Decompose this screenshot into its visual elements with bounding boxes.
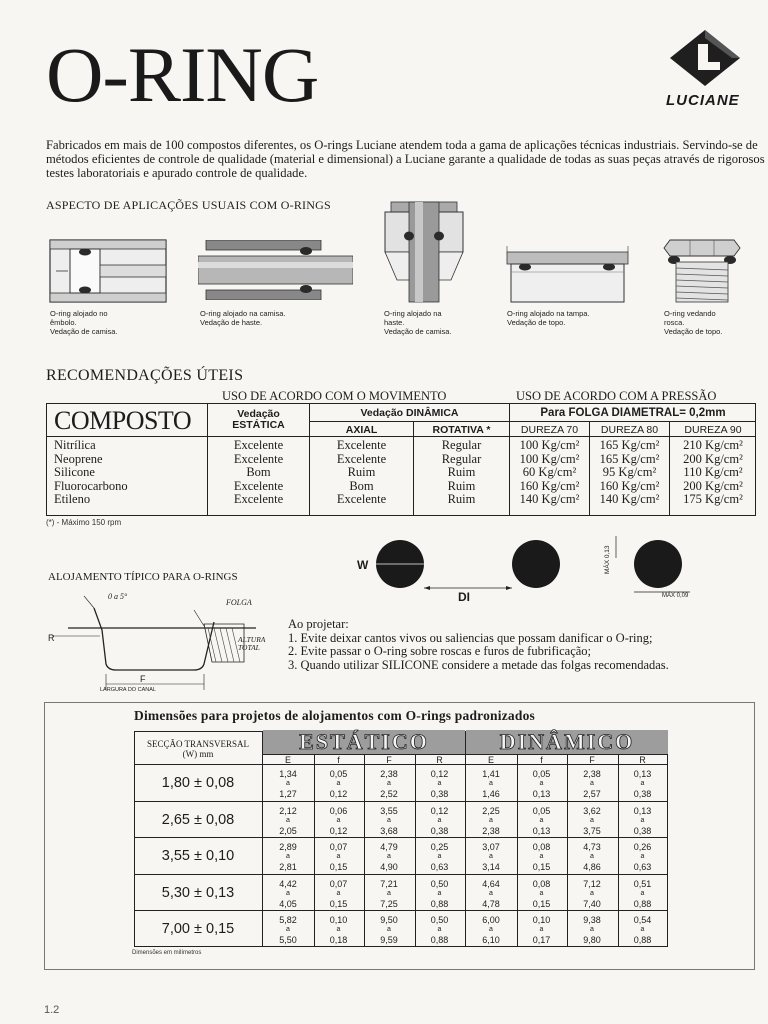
dim-col-header: R [639,755,646,765]
rec-cell-d80: 140 Kg/cm² [599,492,660,507]
static-seal-header: Vedação ESTÁTICA [232,408,285,431]
rec-cell-axial: Bom [349,478,374,493]
dim-value-cell: 6,00 a 6,10 [482,915,500,946]
dim-value-cell: 0,07 a 0,15 [329,878,348,909]
axial-header: AXIAL [345,424,378,436]
dim-value-cell: 9,50 a 9,59 [380,915,398,946]
dim-value-cell: 4,73 a 4,86 [583,842,601,873]
rotation-footnote: (*) - Máximo 150 rpm [46,518,122,527]
section-header: SECÇÃO TRANSVERSAL (W) mm [146,739,250,759]
dim-value-cell: 1,34 a 1,27 [279,769,297,799]
page-title: O-RING [46,31,319,118]
dim-value-cell: 0,12 a 0,38 [430,805,449,836]
dureza-80-header: DUREZA 80 [600,424,659,436]
dim-value-cell: 7,12 a 7,40 [583,878,601,909]
dim-value-cell: 2,12 a 2,05 [279,805,297,836]
dim-col-header: F [386,755,392,765]
dim-value-cell: 0,05 a 0,13 [532,769,551,799]
rod-seal-figure [198,240,353,300]
cap-seal-figure [505,246,630,304]
rec-cell-rotativa: Regular [441,451,482,466]
rec-cell-estatica: Excelente [233,438,284,452]
brand-name: LUCIANE [666,92,740,109]
rec-cell-axial: Excelente [336,492,387,507]
dim-value-cell: 0,06 a 0,12 [329,805,348,836]
r-label: R [48,633,55,643]
rec-cell-d80: 165 Kg/cm² [599,438,660,452]
dim-value-cell: 0,51 a 0,88 [633,878,652,909]
dim-value-cell: 2,38 a 2,57 [583,769,601,799]
dim-row-divider [134,910,668,911]
dureza-90-header: DUREZA 90 [684,424,742,436]
dim-value-cell: 0,10 a 0,17 [532,915,551,946]
dim-value-cell: 0,07 a 0,15 [329,842,348,873]
rec-cell-composto: Fluorocarbono [54,478,128,493]
dim-value-cell: 0,26 a 0,63 [633,842,652,873]
rec-cell-rotativa: Ruim [447,465,476,480]
shaft-seal-figure [383,200,465,305]
rec-cell-d90: 210 Kg/cm² [683,438,743,452]
dim-value-cell: 3,07 a 3,14 [482,842,500,873]
rec-cell-axial: Excelente [336,451,387,466]
thread-seal-figure [662,238,742,304]
angle-label: 0 a 5° [108,592,128,601]
folga-handwritten-label: FOLGA [226,598,252,607]
figure-caption-5: O-ring vedando rosca. Vedação de topo. [664,309,723,336]
dim-value-cell: 0,50 a 0,88 [430,915,449,946]
rec-cell-d70: 60 Kg/cm² [522,465,577,480]
rec-cell-d90: 175 Kg/cm² [683,492,743,507]
rec-cell-d90: 110 Kg/cm² [683,465,743,480]
dim-value-cell: 4,79 a 4,90 [380,842,398,873]
piston-seal-figure [48,238,168,304]
dureza-70-header: DUREZA 70 [520,424,579,436]
rec-cell-axial: Excelente [336,438,387,452]
dim-value-cell: 0,10 a 0,18 [329,915,348,946]
rec-cell-estatica: Excelente [233,478,284,493]
dim-value-cell: 0,13 a 0,38 [633,805,652,836]
intro-paragraph: Fabricados em mais de 100 compostos diferentes, os O-rings Luciane atendem toda a gama de aplicações técnicas industriais. Servindo-se de métodos eficientes de controle de qualidade (material e dimensional) a Luciane garante a qualidade de todas as suas peças através de rigorosos testes laboratoriais e apurado controle de qualidade. [46,138,765,180]
table-subheader-divider [309,421,509,422]
rec-cell-d70: 160 Kg/cm² [519,478,580,493]
recommendations-heading: RECOMENDAÇÕES ÚTEIS [46,367,244,384]
dim-value-cell: 3,55 a 3,68 [380,805,398,836]
figure-caption-3: O-ring alojado na haste. Vedação de camisa. [384,309,452,336]
dim-value-cell: 0,08 a 0,15 [532,842,551,873]
rec-cell-estatica: Excelente [233,451,284,466]
rec-cell-rotativa: Ruim [447,478,476,493]
rec-cell-d70: 140 Kg/cm² [519,492,580,507]
dim-value-cell: 2,89 a 2,81 [279,842,297,873]
rec-cell-rotativa: Ruim [447,492,476,507]
rec-cell-rotativa: Regular [441,438,482,452]
largura-label: LARGURA DO CANAL [100,687,156,693]
section-value: 2,65 ± 0,08 [161,811,235,828]
max-009-label: MÁX 0,09 [662,593,689,599]
movement-heading: USO DE ACORDO COM O MOVIMENTO [222,389,447,403]
dim-value-cell: 3,62 a 3,75 [583,805,601,836]
rec-cell-d80: 165 Kg/cm² [599,451,660,466]
section-value: 1,80 ± 0,08 [161,775,235,791]
rec-cell-d90: 200 Kg/cm² [683,451,743,466]
dim-value-cell: 0,12 a 0,38 [430,769,449,799]
dim-value-cell: 0,54 a 0,88 [633,915,652,946]
rec-cell-estatica: Excelente [233,492,284,507]
table-subheader-divider [509,421,756,422]
rec-cell-composto: Neoprene [54,451,103,466]
rec-cell-composto: Etileno [54,492,91,507]
table-header-divider [46,436,756,437]
dim-col-header: f [540,755,543,765]
rec-cell-composto: Nitrílica [54,438,96,452]
figure-caption-1: O-ring alojado no êmbolo. Vedação de camisa. [50,309,118,336]
dim-row-divider [134,801,668,802]
applications-heading: ASPECTO DE APLICAÇÕES USUAIS COM O-RINGS [46,198,331,212]
rec-cell-d90: 200 Kg/cm² [683,478,743,493]
section-value: 3,55 ± 0,10 [161,848,235,865]
rec-cell-d70: 100 Kg/cm² [519,451,580,466]
dim-value-cell: 0,50 a 0,88 [430,878,449,909]
dimensions-footnote: Dimensões em milímetros [132,950,202,956]
static-group-header: ESTÁTICO [263,730,465,754]
dynamic-seal-header: Vedação DINÂMICA [360,407,459,419]
dim-value-cell: 0,25 a 0,63 [430,842,449,873]
dim-col-header: R [436,755,443,765]
design-notes: Ao projetar: 1. Evite deixar cantos vivos ou saliencias que possam danificar o O-ring; 2. Evite passar o O-ring sobre roscas e furos de fubrificação; 3. Quando utilizar SILICONE considere a metade das folgas recomendadas. [288,617,669,672]
dim-value-cell: 2,25 a 2,38 [482,805,500,836]
figure-caption-2: O-ring alojado na camisa. Vedação de haste. [200,309,286,327]
pressure-heading: USO DE ACORDO COM A PRESSÃO [516,389,717,403]
dimensions-title: Dimensões para projetos de alojamentos com O-rings padronizados [134,708,535,723]
dim-col-header: E [284,755,291,765]
dim-value-cell: 4,42 a 4,05 [279,878,297,909]
dim-row-divider [134,837,668,838]
rec-cell-d80: 95 Kg/cm² [602,465,657,480]
rec-cell-estatica: Bom [246,465,271,480]
dim-value-cell: 0,05 a 0,13 [532,805,551,836]
dim-value-cell: 7,21 a 7,25 [380,878,398,909]
composto-label: COMPOSTO [54,406,192,435]
figure-caption-4: O-ring alojado na tampa. Vedação de topo. [507,309,590,327]
dim-value-cell: 9,38 a 9,80 [583,915,601,946]
page-number: 1.2 [44,1004,60,1016]
dim-col-header: f [337,755,340,765]
section-value: 7,00 ± 0,15 [161,921,235,938]
dynamic-group-header: DINÂMICO [466,730,668,754]
rec-cell-d70: 100 Kg/cm² [519,438,580,452]
altura-total-label: ALTURA TOTAL [238,635,266,652]
di-label: DI [458,590,470,604]
dim-value-cell: 2,38 a 2,52 [380,769,398,799]
luciane-logo-icon [668,28,742,90]
dim-value-cell: 4,64 a 4,78 [482,878,500,909]
dim-value-cell: 1,41 a 1,46 [482,769,500,799]
housing-heading: ALOJAMENTO TÍPICO PARA O-RINGS [48,571,238,583]
max-013-label: MÁX 0,13 [604,545,611,574]
dim-value-cell: 5,82 a 5,50 [279,915,297,946]
dim-col-header: E [487,755,494,765]
section-value: 5,30 ± 0,13 [161,884,235,901]
w-label: W [357,558,369,572]
f-label: F [140,674,146,684]
rec-cell-d80: 160 Kg/cm² [599,478,660,493]
dim-value-cell: 0,05 a 0,12 [329,769,348,799]
dim-value-cell: 0,08 a 0,15 [532,878,551,909]
folga-header: Para FOLGA DIAMETRAL= 0,2mm [540,407,726,419]
rec-cell-axial: Ruim [347,465,376,480]
dim-row-divider [134,874,668,875]
rec-cell-composto: Silicone [54,465,95,480]
rotativa-header: ROTATIVA * [432,424,491,436]
dim-col-header: F [589,755,595,765]
dim-value-cell: 0,13 a 0,38 [633,769,652,799]
